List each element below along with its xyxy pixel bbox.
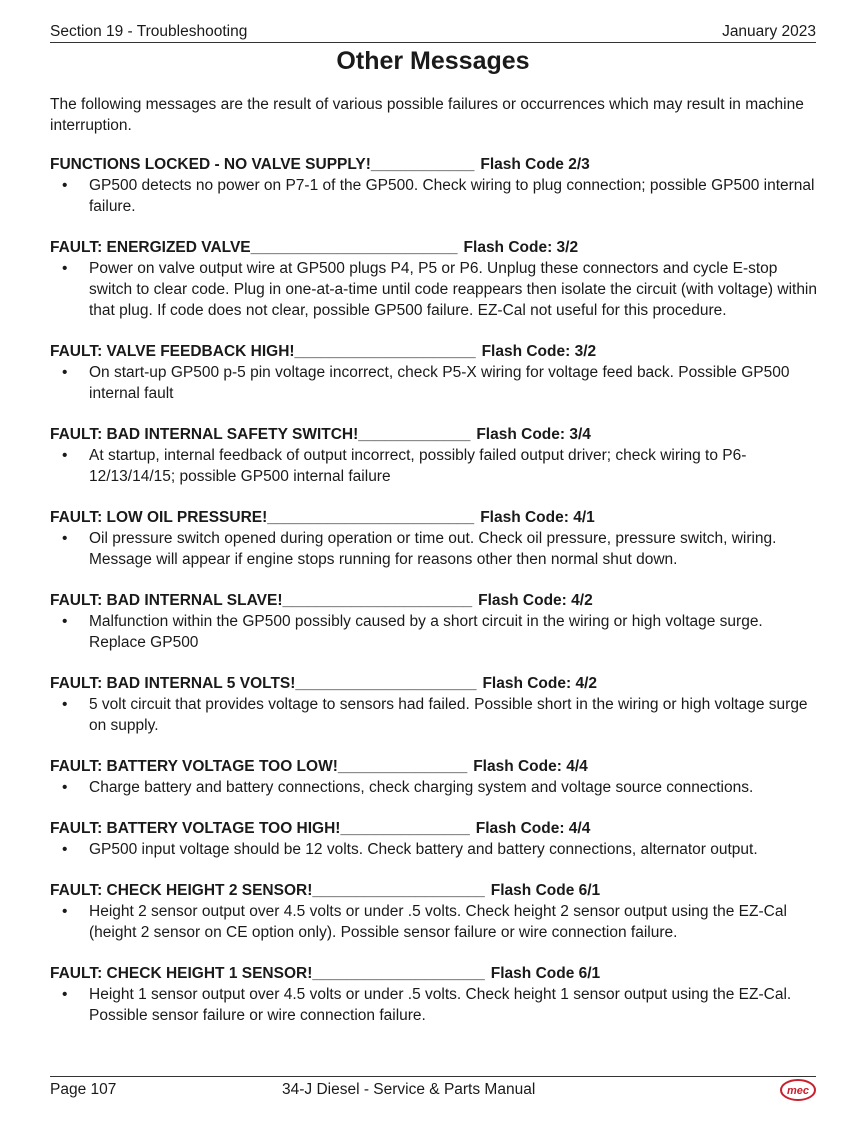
bullet-icon: •	[62, 260, 68, 277]
manual-title: 34-J Diesel - Service & Parts Manual	[282, 1081, 536, 1098]
message-description	[50, 901, 820, 943]
message-heading	[50, 341, 820, 362]
message-description	[50, 694, 820, 736]
message-text: GP500 detects no power on P7-1 of the GP500. Check wiring to plug connection; possible GP500 internal failure.	[89, 177, 815, 215]
message-title: FAULT: BATTERY VOLTAGE TOO HIGH!_______________	[50, 820, 470, 837]
message-description	[50, 611, 820, 653]
page-number: Page 107	[50, 1081, 117, 1098]
message-item	[50, 756, 820, 798]
bullet-icon: •	[62, 986, 68, 1003]
intro-paragraph: The following messages are the result of various possible failures or occurrences which may result in machine interruption.	[50, 96, 804, 134]
page-title: Other Messages	[336, 47, 530, 75]
logo-text: mec	[786, 1085, 810, 1097]
flash-code: Flash Code: 4/2	[478, 592, 593, 609]
section-title: Section 19 - Troubleshooting	[50, 23, 248, 40]
bullet-icon: •	[62, 364, 68, 381]
bullet-icon: •	[62, 530, 68, 547]
message-title: FAULT: ENERGIZED VALVE________________________	[50, 239, 458, 256]
flash-code: Flash Code: 3/4	[476, 426, 591, 443]
bullet-icon: •	[62, 447, 68, 464]
bullet-icon: •	[62, 903, 68, 920]
message-title: FAULT: VALVE FEEDBACK HIGH!_____________________	[50, 343, 476, 360]
message-title: FUNCTIONS LOCKED - NO VALVE SUPPLY!____________	[50, 156, 475, 173]
message-title: FAULT: BAD INTERNAL 5 VOLTS!_____________________	[50, 675, 477, 692]
flash-code: Flash Code: 4/1	[480, 509, 595, 526]
message-description	[50, 445, 820, 487]
message-description	[50, 362, 820, 404]
page-header	[50, 22, 816, 43]
mec-logo-icon	[780, 1079, 816, 1101]
message-item	[50, 880, 820, 943]
flash-code: Flash Code: 4/4	[473, 758, 588, 775]
message-text: On start-up GP500 p-5 pin voltage incorrect, check P5-X wiring for voltage feed back. Possible GP500 internal fault	[89, 364, 790, 402]
message-item	[50, 341, 820, 404]
message-title: FAULT: BAD INTERNAL SAFETY SWITCH!_____________	[50, 426, 471, 443]
message-description	[50, 258, 820, 321]
message-heading	[50, 424, 820, 445]
message-item	[50, 237, 820, 321]
message-heading	[50, 818, 820, 839]
message-item	[50, 818, 820, 860]
messages-list	[50, 154, 820, 1046]
message-text: Power on valve output wire at GP500 plugs P4, P5 or P6. Unplug these connectors and cycle E-stop switch to clear code. Plug in one-at-a-time until code reappears then isolate the circuit (with voltage) within that plug. If code does not clear, possible GP500 failure. EZ-Cal not useful for this procedure.	[89, 260, 818, 319]
message-text: GP500 input voltage should be 12 volts. Check battery and battery connections, alternator output.	[89, 841, 758, 858]
message-text: Malfunction within the GP500 possibly caused by a short circuit in the wiring or high voltage surge. Replace GP500	[89, 613, 763, 651]
message-item	[50, 963, 820, 1026]
flash-code: Flash Code: 4/4	[475, 820, 591, 837]
flash-code: Flash Code 2/3	[480, 156, 590, 173]
message-heading	[50, 507, 820, 528]
message-title: FAULT: BAD INTERNAL SLAVE!______________________	[50, 592, 473, 609]
message-heading	[50, 756, 820, 777]
message-text: Charge battery and battery connections, check charging system and voltage source connections.	[89, 779, 754, 796]
message-heading	[50, 154, 820, 175]
message-title: FAULT: LOW OIL PRESSURE!________________________	[50, 509, 475, 526]
flash-code: Flash Code: 4/2	[482, 675, 598, 692]
message-title: FAULT: BATTERY VOLTAGE TOO LOW!_______________	[50, 758, 468, 775]
message-description	[50, 528, 820, 570]
message-item	[50, 507, 820, 570]
message-text: Oil pressure switch opened during operation or time out. Check oil pressure, pressure switch, wiring. Message will appear if engine stops running for reasons other then normal shut down.	[89, 530, 777, 568]
message-item	[50, 424, 820, 487]
message-description	[50, 777, 820, 798]
flash-code: Flash Code: 3/2	[481, 343, 597, 360]
message-description	[50, 984, 820, 1026]
message-heading	[50, 673, 820, 694]
message-title: FAULT: CHECK HEIGHT 2 SENSOR!____________________	[50, 882, 485, 899]
flash-code: Flash Code 6/1	[490, 965, 601, 982]
message-heading	[50, 963, 820, 984]
message-title: FAULT: CHECK HEIGHT 1 SENSOR!____________________	[50, 965, 485, 982]
bullet-icon: •	[62, 841, 68, 858]
message-item	[50, 154, 820, 217]
message-text: Height 2 sensor output over 4.5 volts or under .5 volts. Check height 2 sensor output using the EZ-Cal (height 2 sensor on CE option only). Possible sensor failure or wire connection failure.	[89, 903, 787, 941]
message-text: 5 volt circuit that provides voltage to sensors had failed. Possible short in the wiring or high voltage surge on supply.	[89, 696, 808, 734]
bullet-icon: •	[62, 613, 68, 630]
message-item	[50, 673, 820, 736]
message-description	[50, 175, 820, 217]
message-heading	[50, 590, 820, 611]
header-date: January 2023	[722, 23, 816, 40]
bullet-icon: •	[62, 696, 68, 713]
message-heading	[50, 237, 820, 258]
flash-code: Flash Code: 3/2	[463, 239, 579, 256]
message-heading	[50, 880, 820, 901]
flash-code: Flash Code 6/1	[490, 882, 601, 899]
bullet-icon: •	[62, 177, 68, 194]
message-item	[50, 590, 820, 653]
message-description	[50, 839, 820, 860]
page-footer	[50, 1076, 816, 1103]
message-text: At startup, internal feedback of output incorrect, possibly failed output driver; check wiring to P6-12/13/14/15; possible GP500 internal failure	[89, 447, 747, 485]
message-text: Height 1 sensor output over 4.5 volts or under .5 volts. Check height 1 sensor output using the EZ-Cal. Possible sensor failure or wire connection failure.	[89, 986, 792, 1024]
bullet-icon: •	[62, 779, 68, 796]
